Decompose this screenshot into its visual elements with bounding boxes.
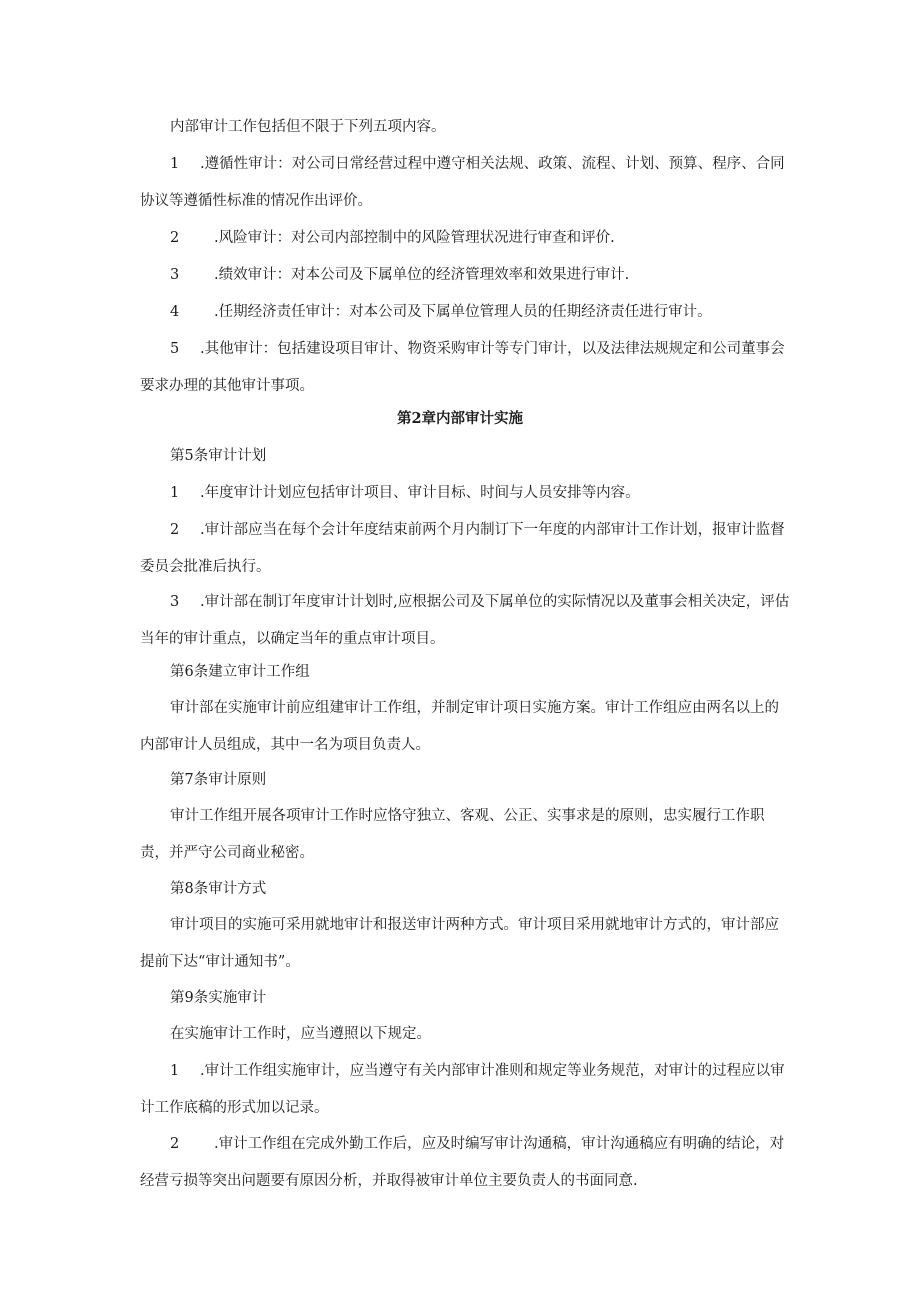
item-number: 2 — [170, 522, 180, 538]
article-9-item-1 — [140, 1053, 790, 1127]
item-text: .任期经济责任审计：对本公司及下属单位管理人员的任期经济责任进行审计。 — [214, 304, 712, 320]
item-number: 4 — [170, 304, 180, 320]
item-number: 3 — [170, 594, 180, 610]
item-text: .遵循性审计：对公司日常经营过程中遵守相关法规、政策、流程、计划、预算、程序、合同协议等遵循性标准的情况作出评价。 — [140, 156, 785, 209]
article-6-body: 审计部在实施审计前应组建审计工作组，并制定审计项日实施方案。审计工作组应由两名以上的内部审计人员组成，其中一名为项目负责人。 — [140, 700, 779, 753]
list-item-performance-audit — [140, 257, 790, 294]
article-5-item-2 — [140, 512, 790, 586]
item-text: .绩效审计：对本公司及下属单位的经济管理效率和效果进行审计. — [214, 267, 630, 283]
article-5-item-3 — [140, 584, 790, 658]
list-item-other-audit — [140, 331, 790, 405]
item-number: 1 — [170, 1063, 180, 1079]
item-number: 2 — [170, 1136, 180, 1152]
article-9-item-2 — [140, 1126, 790, 1200]
chapter-2-heading: 第2章内部审计实施 — [396, 410, 524, 427]
article-8-title: 第8条审计方式 — [170, 881, 267, 897]
article-9-title: 第9条实施审计 — [170, 990, 267, 1006]
list-item-risk-audit — [140, 220, 790, 257]
intro-paragraph: 内部审计工作包括但不限于下列五项内容。 — [170, 119, 446, 135]
article-5-item-1 — [140, 475, 790, 512]
item-text: .其他审计：包括建设项目审计、物资采购审计等专门审计，以及法律法规规定和公司董事会要求办理的其他审计事项。 — [140, 341, 785, 394]
list-item-tenure-audit — [140, 294, 790, 331]
article-7-title: 第7条审计原则 — [170, 772, 267, 788]
item-text: .审计工作组实施审计，应当遵守有关内部审计准则和规定等业务规范，对审计的过程应以审计工作底稿的形式加以记录。 — [140, 1063, 785, 1116]
item-text: .审计工作组在完成外勤工作后，应及时编写审计沟通稿，审计沟通稿应有明确的结论，对经营亏损等突出问题要有原因分析，并取得被审计单位主要负责人的书面同意. — [140, 1136, 785, 1189]
item-number: 1 — [170, 485, 180, 501]
item-text: .审计部应当在每个会计年度结束前两个月内制订下一年度的内部审计工作计划，报审计监督委员会批准后执行。 — [140, 522, 785, 575]
list-item-compliance-audit — [140, 146, 790, 220]
item-text: .风险审计：对公司内部控制中的风险管理状况进行审查和评价. — [214, 230, 615, 246]
item-number: 2 — [170, 230, 180, 246]
article-8-body: 审计项目的实施可采用就地审计和报送审计两种方式。审计项目采用就地审计方式的，审计部应提前下达“审计通知书”。 — [140, 917, 779, 970]
item-number: 1 — [170, 156, 180, 172]
article-9-intro: 在实施审计工作时，应当遵照以下规定。 — [170, 1026, 431, 1042]
item-text: .审计部在制订年度审计计划时,应根据公司及下属单位的实际情况以及董事会相关决定，评估当年的审计重点，以确定当年的重点审计项目。 — [140, 594, 790, 647]
article-7-body: 审计工作组开展各项审计工作时应恪守独立、客观、公正、实事求是的原则，忠实履行工作职责，并严守公司商业秘密。 — [140, 808, 765, 861]
article-6-title: 第6条建立审计工作组 — [170, 664, 310, 680]
item-text: .年度审计计划应包括审计项目、审计目标、时间与人员安排等内容。 — [200, 485, 640, 501]
item-number: 3 — [170, 267, 180, 283]
article-5-title: 第5条审计计划 — [170, 448, 267, 464]
item-number: 5 — [170, 341, 180, 357]
